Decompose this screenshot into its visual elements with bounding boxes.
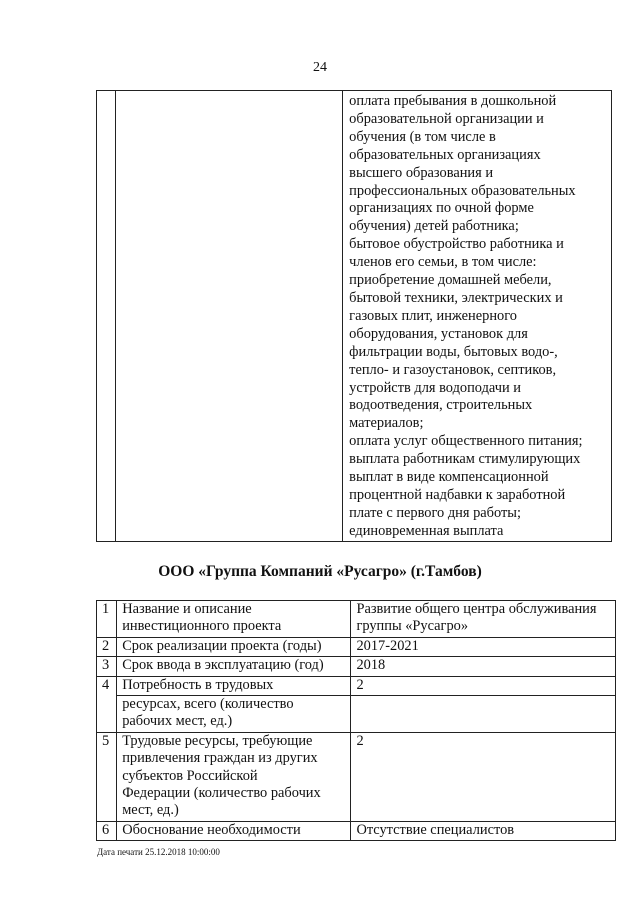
table-row [97, 91, 612, 542]
row-value [351, 676, 616, 695]
text-line: оборудования, установок для [349, 325, 528, 342]
number-cell [97, 91, 116, 542]
benefits-cell [343, 91, 612, 542]
text-line: организациях по очной форме [349, 200, 534, 217]
text-line: выплат в виде компенсационной [349, 469, 549, 486]
text-line: выплата работникам стимулирующих [349, 451, 581, 468]
row-number: 2 [97, 637, 117, 656]
text-line: процентной надбавки к заработной [349, 486, 566, 503]
text-line: Потребность в трудовых [122, 676, 274, 693]
table-row [97, 637, 616, 656]
table-row [97, 821, 616, 840]
table-row [97, 601, 616, 638]
text-line: высшего образования и [349, 164, 494, 181]
text-line: фильтрации воды, бытовых водо-, [349, 343, 558, 360]
company-title: ООО «Группа Компаний «Русагро» (г.Тамбов) [158, 563, 482, 580]
row-value [351, 696, 616, 733]
text-line: мест, ед.) [122, 802, 179, 819]
text-line: приобретение домашней мебели, [349, 272, 552, 289]
text-line: Обоснование необходимости [122, 821, 301, 838]
row-number: 3 [97, 657, 117, 676]
text-line: 2018 [356, 657, 386, 674]
row-name [117, 732, 351, 821]
text-line: Срок реализации проекта (годы) [122, 637, 322, 654]
text-line: 2017-2021 [356, 637, 419, 654]
text-line: обучения) детей работника; [349, 218, 519, 235]
text-line: бытовой техники, электрических и [349, 289, 563, 306]
text-line: оплата услуг общественного питания; [349, 433, 583, 450]
table-row [97, 657, 616, 676]
row-value [351, 821, 616, 840]
text-line: субъектов Российской [122, 767, 258, 784]
row-name [117, 637, 351, 656]
table-row [97, 732, 616, 821]
text-line: рабочих мест, ед.) [122, 713, 233, 730]
text-line: 2 [356, 732, 364, 749]
row-number: 4 [97, 676, 117, 695]
text-line: оплата пребывания в дошкольной [349, 93, 557, 109]
table-row [97, 676, 616, 695]
row-number: 1 [97, 601, 117, 638]
text-line: Название и описание [122, 601, 252, 617]
project-table [96, 600, 616, 841]
row-name [117, 821, 351, 840]
name-cell [115, 91, 342, 542]
text-line: бытовое обустройство работника и [349, 236, 564, 253]
text-line: привлечения граждан из других [122, 750, 318, 767]
text-line: обучения (в том числе в [349, 128, 496, 145]
row-name [117, 601, 351, 638]
text-line: тепло- и газоустановок, септиков, [349, 361, 557, 378]
text-line: водоотведения, строительных [349, 397, 533, 414]
page-number: 24 [313, 60, 327, 75]
row-value [351, 601, 616, 638]
text-line: профессиональных образовательных [349, 182, 576, 199]
row-value [351, 732, 616, 821]
row-name [117, 657, 351, 676]
text-line: Срок ввода в эксплуатацию (год) [122, 657, 324, 674]
row-number: 6 [97, 821, 117, 840]
text-line: плате с первого дня работы; [349, 504, 521, 521]
text-line: членов его семьи, в том числе: [349, 254, 537, 271]
row-number [97, 696, 117, 733]
row-value [351, 637, 616, 656]
text-line: ресурсах, всего (количество [122, 696, 294, 713]
row-name [117, 676, 351, 695]
text-line: 2 [356, 676, 364, 693]
print-date-footer: Дата печати 25.12.2018 10:00:00 [97, 847, 220, 857]
row-value [351, 657, 616, 676]
text-line: группы «Русагро» [356, 618, 469, 635]
text-line: инвестиционного проекта [122, 618, 282, 635]
text-line: образовательной организации и [349, 110, 544, 127]
row-number: 5 [97, 732, 117, 821]
text-line: Развитие общего центра обслуживания [356, 601, 597, 617]
table-row [97, 696, 616, 733]
text-line: Трудовые ресурсы, требующие [122, 732, 313, 749]
text-line: Федерации (количество рабочих [122, 785, 321, 802]
benefits-table-continuation [96, 90, 612, 542]
text-line: материалов; [349, 415, 424, 432]
row-name [117, 696, 351, 733]
text-line: Отсутствие специалистов [356, 821, 515, 838]
text-line: газовых плит, инженерного [349, 307, 517, 324]
text-line: устройств для водоподачи и [349, 379, 521, 396]
text-line: единовременная выплата [349, 522, 504, 539]
text-line: образовательных организациях [349, 146, 541, 163]
